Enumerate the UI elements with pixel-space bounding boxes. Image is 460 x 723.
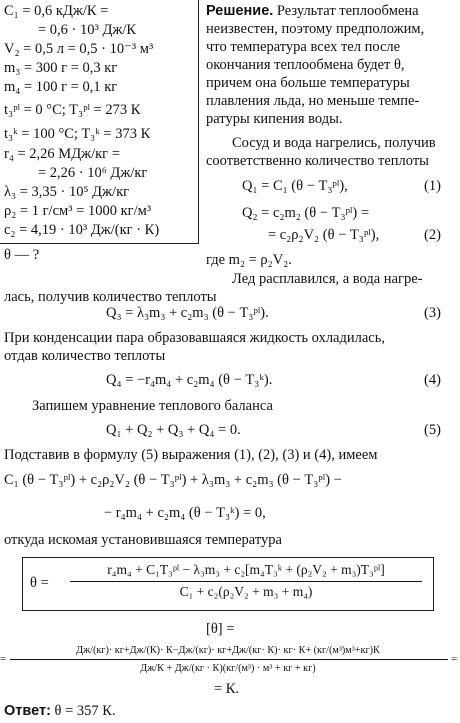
equation-number: (2)	[424, 227, 441, 243]
units-result: = К.	[214, 681, 240, 697]
intro-line: плавления льда, но меньше темпе-	[206, 93, 420, 109]
given-underline	[0, 243, 199, 244]
given-line: = 2,26 · 10⁶ Дж/кг	[38, 165, 148, 181]
intro-line: неизвестен, поэтому предположим,	[206, 21, 425, 37]
intro-line: что температура всех тел после	[206, 39, 401, 55]
units-numerator: Дж/(кг)· кг+Дж/(К)· К−Дж/(кг)· кг+Дж/(кг· К)· кг· К+ (кг/(м³)м³+кг)К	[76, 645, 380, 656]
paragraph-line: лась, получив количество теплоты	[4, 289, 217, 305]
paragraph-line: Сосуд и вода нагрелись, получив	[232, 135, 436, 151]
given-line: m₃ = 300 г = 0,3 кг	[4, 60, 118, 76]
paragraph-line: Лед расплавился, а вода нагре-	[232, 271, 423, 287]
given-line: r₄ = 2,26 МДж/кг =	[4, 146, 120, 162]
given-divider	[198, 0, 199, 244]
given-line: c₂ = 4,19 · 10³ Дж/(кг · К)	[4, 222, 160, 238]
where-clause: где m₂ = ρ₂V₂.	[206, 252, 292, 268]
sum-equation-line-1: C₁ (θ − T₃ᵖˡ) + c₂ρ₂V₂ (θ − T₃ᵖˡ) + λ₃m₃ + c₂m₃ (θ − T₃ᵖˡ) −	[4, 472, 342, 488]
intro-line: Результат теплообмена	[276, 3, 419, 19]
equation-number: (3)	[424, 305, 441, 321]
given-line: λ₃ = 3,35 · 10⁵ Дж/кг	[4, 184, 130, 200]
solution-title: Решение.	[206, 3, 274, 19]
given-line: t₃ᵏ = 100 °C; T₃ᵏ = 373 К	[4, 126, 151, 142]
units-equals-left: =	[0, 653, 7, 665]
answer-label: Ответ:	[4, 703, 51, 719]
theta-lhs: θ =	[30, 575, 49, 591]
equation-1: Q₁ = C₁ (θ − T₃ᵖˡ),	[242, 178, 348, 194]
theta-denominator: C₁ + c₂(ρ₂V₂ + m₃ + m₄)	[179, 584, 313, 599]
equation-3: Q₃ = λ₃m₃ + c₂m₃ (θ − T₃ᵖˡ).	[106, 305, 269, 321]
solution-heading	[206, 2, 419, 20]
intro-line: причем она больше температуры	[206, 75, 410, 91]
intro-line: ратуры кипения воды.	[206, 111, 343, 127]
units-equals-right: =	[451, 653, 458, 665]
given-line: V₂ = 0,5 л = 0,5 · 10⁻³ м³	[4, 41, 154, 57]
answer-value: θ = 357 К.	[54, 703, 116, 719]
equation-5: Q₁ + Q₂ + Q₃ + Q₄ = 0.	[106, 422, 241, 438]
given-line: = 0,6 · 10³ Дж/К	[38, 22, 137, 38]
paragraph-line: соответственно количество теплоты	[206, 153, 429, 169]
theta-numerator: r₄m₄ + C₁T₃ᵖˡ − λ₃m₃ + c₂[m₄T₃ᵏ + (ρ₂V₂ + m₃)T₃ᵖˡ]	[107, 562, 385, 577]
units-heading: [θ] =	[206, 621, 235, 637]
given-line: ρ₂ = 1 г/см³ = 1000 кг/м³	[4, 203, 152, 219]
sum-equation-line-2: − r₄m₄ + c₂m₄ (θ − T₃ᵏ) = 0,	[104, 505, 266, 521]
given-line: m₄ = 100 г = 0,1 кг	[4, 79, 118, 95]
paragraph-line: Подставив в формулу (5) выражения (1), (2), (3) и (4), имеем	[4, 447, 378, 463]
units-denominator: Дж/К + Дж/(кг · К)(кг/(м³) · м³ + кг + кг)	[140, 663, 316, 674]
answer-line	[4, 702, 116, 720]
given-line: C₁ = 0,6 кДж/К =	[4, 3, 109, 19]
intro-line: окончания теплообмена будет θ,	[206, 57, 405, 73]
equation-number: (4)	[424, 372, 441, 388]
unknown-quantity: θ — ?	[4, 247, 40, 263]
paragraph-line: Запишем уравнение теплового баланса	[32, 398, 273, 414]
paragraph-line: откуда искомая установившаяся температура	[4, 532, 282, 548]
paragraph-line: отдав количество теплоты	[4, 348, 166, 364]
paragraph-line: При конденсации пара образовавшаяся жидкость охладилась,	[4, 330, 385, 346]
equation-2b: = c₂ρ₂V₂ (θ − T₃ᵖˡ),	[268, 227, 380, 243]
equation-4: Q₄ = −r₄m₄ + c₂m₄ (θ − T₃ᵏ).	[106, 372, 273, 388]
equation-number: (5)	[424, 422, 441, 438]
equation-number: (1)	[424, 178, 441, 194]
theta-fraction-bar	[70, 581, 422, 582]
given-line: t₃ᵖˡ = 0 °C; T₃ᵖˡ = 273 К	[4, 102, 141, 118]
equation-2a: Q₂ = c₂m₂ (θ − T₃ᵖˡ) =	[242, 205, 370, 221]
units-fraction-bar	[10, 659, 448, 660]
